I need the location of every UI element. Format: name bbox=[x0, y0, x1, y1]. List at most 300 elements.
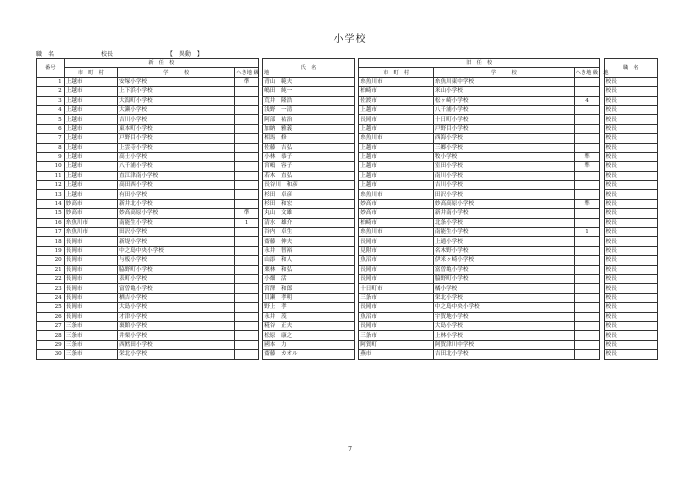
row-number: 20 bbox=[37, 256, 65, 265]
new-school-cell: 大島小学校 bbox=[118, 303, 235, 312]
new-school-cell: 脇野町小学校 bbox=[118, 265, 235, 274]
position-cell: 校長 bbox=[604, 96, 657, 105]
table-row bbox=[37, 199, 658, 208]
row-number: 19 bbox=[37, 246, 65, 255]
old-city-cell: 長岡市 bbox=[359, 321, 434, 330]
page-title: 小学校 bbox=[333, 34, 367, 45]
new-city-cell: 長岡市 bbox=[64, 284, 117, 293]
name-cell: 小畑 活 bbox=[263, 274, 355, 283]
transfer-table bbox=[36, 58, 658, 360]
new-school-cell: 吉川小学校 bbox=[118, 115, 235, 124]
old-city-cell: 上越市 bbox=[359, 171, 434, 180]
name-cell: 小林 恭子 bbox=[263, 152, 355, 161]
header-old-remote: へき地 級 地 bbox=[575, 69, 609, 76]
table-row bbox=[37, 321, 658, 330]
name-cell: 丸山 文雄 bbox=[263, 209, 355, 218]
new-remote-cell bbox=[235, 303, 259, 312]
old-school-cell: 栄北小学校 bbox=[433, 293, 574, 302]
header-old-school: 学 校 bbox=[433, 68, 574, 77]
row-number: 9 bbox=[37, 152, 65, 161]
table-row bbox=[37, 218, 658, 227]
name-cell: 青山 範夫 bbox=[263, 77, 355, 86]
new-school-cell: 大潟町小学校 bbox=[118, 96, 235, 105]
old-remote-cell bbox=[574, 77, 600, 86]
old-remote-cell bbox=[574, 124, 600, 133]
old-city-cell: 長岡市 bbox=[359, 237, 434, 246]
new-school-cell: 新井北小学校 bbox=[118, 199, 235, 208]
row-number: 23 bbox=[37, 284, 65, 293]
position-cell: 校長 bbox=[604, 115, 657, 124]
old-school-cell: 名木野小学校 bbox=[433, 246, 574, 255]
old-school-cell: 室田小学校 bbox=[433, 162, 574, 171]
new-city-cell: 三条市 bbox=[64, 331, 117, 340]
name-cell: 嶋田 純一 bbox=[263, 87, 355, 96]
position-value: 校長 bbox=[100, 51, 113, 58]
row-number: 13 bbox=[37, 190, 65, 199]
old-school-cell: 八千浦小学校 bbox=[433, 105, 574, 114]
new-remote-cell bbox=[235, 134, 259, 143]
transfer-kind: 【 異動 】 bbox=[166, 51, 203, 58]
row-number: 18 bbox=[37, 237, 65, 246]
row-number: 4 bbox=[37, 105, 65, 114]
position-cell: 校長 bbox=[604, 124, 657, 133]
row-number: 7 bbox=[37, 134, 65, 143]
position-cell: 校長 bbox=[604, 246, 657, 255]
old-remote-cell: 準 bbox=[574, 152, 600, 161]
row-number: 10 bbox=[37, 162, 65, 171]
new-city-cell: 上越市 bbox=[64, 124, 117, 133]
name-cell: 若木 直弘 bbox=[263, 171, 355, 180]
old-school-cell: 吉田北小学校 bbox=[433, 350, 574, 359]
table-row bbox=[37, 96, 658, 105]
row-number: 26 bbox=[37, 312, 65, 321]
name-cell: 國本 力 bbox=[263, 340, 355, 349]
new-school-cell: 有田小学校 bbox=[118, 190, 235, 199]
position-cell: 校長 bbox=[604, 256, 657, 265]
header-no: 番号 bbox=[37, 59, 65, 78]
new-school-cell: 高士小学校 bbox=[118, 152, 235, 161]
new-city-cell: 三条市 bbox=[64, 340, 117, 349]
position-cell: 校長 bbox=[604, 340, 657, 349]
old-school-cell: 新井南小学校 bbox=[433, 209, 574, 218]
table-row bbox=[37, 162, 658, 171]
old-city-cell: 長岡市 bbox=[359, 303, 434, 312]
table-row bbox=[37, 143, 658, 152]
old-city-cell: 妙高市 bbox=[359, 199, 434, 208]
name-cell: 谷内 卓生 bbox=[263, 228, 355, 237]
new-city-cell: 上越市 bbox=[64, 143, 117, 152]
position-cell: 校長 bbox=[604, 105, 657, 114]
new-city-cell: 三条市 bbox=[64, 350, 117, 359]
header-old-group: 旧 任 校 bbox=[359, 59, 600, 68]
old-remote-cell: 準 bbox=[574, 199, 600, 208]
table-body bbox=[37, 77, 658, 359]
row-number: 12 bbox=[37, 181, 65, 190]
old-city-cell: 魚沼市 bbox=[359, 256, 434, 265]
old-remote-cell bbox=[574, 274, 600, 283]
old-school-cell: 伊米ヶ崎小学校 bbox=[433, 256, 574, 265]
position-cell: 校長 bbox=[604, 284, 657, 293]
old-remote-cell bbox=[574, 218, 600, 227]
row-number: 14 bbox=[37, 199, 65, 208]
new-school-cell: 新堤小学校 bbox=[118, 237, 235, 246]
new-city-cell: 長岡市 bbox=[64, 256, 117, 265]
old-city-cell: 佐渡市 bbox=[359, 96, 434, 105]
position-cell: 校長 bbox=[604, 350, 657, 359]
new-school-cell: 上下浜小学校 bbox=[118, 87, 235, 96]
old-city-cell: 上越市 bbox=[359, 162, 434, 171]
header-new-city: 市 町 村 bbox=[64, 68, 117, 77]
table-row bbox=[37, 331, 658, 340]
old-remote-cell: 4 bbox=[574, 96, 600, 105]
header-new-group: 新 任 校 bbox=[64, 59, 258, 68]
new-remote-cell bbox=[235, 312, 259, 321]
row-number: 6 bbox=[37, 124, 65, 133]
row-number: 5 bbox=[37, 115, 65, 124]
table-row bbox=[37, 87, 658, 96]
new-remote-cell bbox=[235, 331, 259, 340]
old-remote-cell bbox=[574, 105, 600, 114]
old-city-cell: 柏崎市 bbox=[359, 87, 434, 96]
name-cell: 阿部 祐治 bbox=[263, 115, 355, 124]
header-new-remote: へき地 級 地 bbox=[236, 69, 270, 76]
new-city-cell: 上越市 bbox=[64, 134, 117, 143]
new-remote-cell bbox=[235, 321, 259, 330]
position-cell: 校長 bbox=[604, 321, 657, 330]
old-city-cell: 見附市 bbox=[359, 246, 434, 255]
new-city-cell: 妙高市 bbox=[64, 209, 117, 218]
old-school-cell: 大島小学校 bbox=[433, 321, 574, 330]
new-city-cell: 糸魚川市 bbox=[64, 218, 117, 227]
old-city-cell: 阿賀町 bbox=[359, 340, 434, 349]
old-school-cell: 牧小学校 bbox=[433, 152, 574, 161]
name-cell: 杉田 卓彦 bbox=[263, 190, 355, 199]
table-header bbox=[37, 59, 658, 78]
new-school-cell: 井栗小学校 bbox=[118, 331, 235, 340]
name-cell: 宮澤 和郎 bbox=[263, 284, 355, 293]
old-school-cell: 宇賀地小学校 bbox=[433, 312, 574, 321]
old-remote-cell bbox=[574, 284, 600, 293]
old-remote-cell bbox=[574, 134, 600, 143]
new-city-cell: 長岡市 bbox=[64, 303, 117, 312]
page-number: 7 bbox=[348, 446, 352, 453]
header-new-school: 学 校 bbox=[118, 68, 235, 77]
table-row bbox=[37, 124, 658, 133]
old-remote-cell bbox=[574, 331, 600, 340]
new-remote-cell bbox=[235, 284, 259, 293]
new-city-cell: 糸魚川市 bbox=[64, 228, 117, 237]
new-school-cell: 東本町小学校 bbox=[118, 124, 235, 133]
new-school-cell: 上雲寺小学校 bbox=[118, 143, 235, 152]
new-city-cell: 上越市 bbox=[64, 115, 117, 124]
old-city-cell: 糸魚川市 bbox=[359, 77, 434, 86]
new-remote-cell: 準 bbox=[235, 209, 259, 218]
old-city-cell: 糸魚川市 bbox=[359, 190, 434, 199]
table-row bbox=[37, 105, 658, 114]
new-remote-cell bbox=[235, 181, 259, 190]
old-remote-cell bbox=[574, 321, 600, 330]
table-row bbox=[37, 303, 658, 312]
old-remote-cell bbox=[574, 209, 600, 218]
name-cell: 野上 孝 bbox=[263, 303, 355, 312]
new-remote-cell bbox=[235, 246, 259, 255]
old-remote-cell: 準 bbox=[574, 162, 600, 171]
new-city-cell: 長岡市 bbox=[64, 237, 117, 246]
old-remote-cell bbox=[574, 246, 600, 255]
row-number: 8 bbox=[37, 143, 65, 152]
position-cell: 校長 bbox=[604, 181, 657, 190]
old-school-cell: 阿賀津川中学校 bbox=[433, 340, 574, 349]
old-remote-cell bbox=[574, 143, 600, 152]
row-number: 28 bbox=[37, 331, 65, 340]
position-cell: 校長 bbox=[604, 312, 657, 321]
old-school-cell: 上林小学校 bbox=[433, 331, 574, 340]
row-number: 1 bbox=[37, 77, 65, 86]
row-number: 30 bbox=[37, 350, 65, 359]
old-school-cell: 糸魚川東中学校 bbox=[433, 77, 574, 86]
old-school-cell: 十日町小学校 bbox=[433, 115, 574, 124]
new-school-cell: 中之島中央小学校 bbox=[118, 246, 235, 255]
new-remote-cell bbox=[235, 143, 259, 152]
old-school-cell: 脇野町小学校 bbox=[433, 274, 574, 283]
name-cell: 山添 和人 bbox=[263, 256, 355, 265]
new-school-cell: 田沢小学校 bbox=[118, 228, 235, 237]
new-city-cell: 上越市 bbox=[64, 162, 117, 171]
old-remote-cell bbox=[574, 256, 600, 265]
new-remote-cell bbox=[235, 274, 259, 283]
old-remote-cell bbox=[574, 115, 600, 124]
old-city-cell: 糸魚川市 bbox=[359, 228, 434, 237]
old-city-cell: 妙高市 bbox=[359, 209, 434, 218]
old-school-cell: 吉川小学校 bbox=[433, 181, 574, 190]
old-city-cell: 上越市 bbox=[359, 181, 434, 190]
position-cell: 校長 bbox=[604, 274, 657, 283]
position-cell: 校長 bbox=[604, 77, 657, 86]
new-school-cell: 栖吉小学校 bbox=[118, 293, 235, 302]
table-row bbox=[37, 115, 658, 124]
position-cell: 校長 bbox=[604, 228, 657, 237]
new-school-cell: 大瀬小学校 bbox=[118, 105, 235, 114]
position-cell: 校長 bbox=[604, 209, 657, 218]
name-cell: 永井 智裕 bbox=[263, 246, 355, 255]
name-cell: 貝瀬 孝明 bbox=[263, 293, 355, 302]
table-row bbox=[37, 190, 658, 199]
subheader bbox=[36, 49, 203, 58]
header-name: 氏 名 bbox=[263, 59, 355, 78]
old-remote-cell bbox=[574, 312, 600, 321]
old-remote-cell bbox=[574, 237, 600, 246]
new-school-cell: 戸野目小学校 bbox=[118, 134, 235, 143]
row-number: 15 bbox=[37, 209, 65, 218]
old-city-cell: 三条市 bbox=[359, 331, 434, 340]
new-city-cell: 長岡市 bbox=[64, 274, 117, 283]
new-city-cell: 三条市 bbox=[64, 321, 117, 330]
old-school-cell: 西海小学校 bbox=[433, 134, 574, 143]
old-school-cell: 米山小学校 bbox=[433, 87, 574, 96]
new-city-cell: 上越市 bbox=[64, 190, 117, 199]
table-row bbox=[37, 152, 658, 161]
name-cell: 齋藤 カオル bbox=[263, 350, 355, 359]
row-number: 21 bbox=[37, 265, 65, 274]
table-row bbox=[37, 293, 658, 302]
new-city-cell: 長岡市 bbox=[64, 265, 117, 274]
table-row bbox=[37, 274, 658, 283]
name-cell: 栗林 和弘 bbox=[263, 265, 355, 274]
table-row bbox=[37, 312, 658, 321]
old-city-cell: 三条市 bbox=[359, 293, 434, 302]
old-school-cell: 中之島中央小学校 bbox=[433, 303, 574, 312]
old-remote-cell bbox=[574, 340, 600, 349]
old-city-cell: 上越市 bbox=[359, 105, 434, 114]
old-school-cell: 妙高高原小学校 bbox=[433, 199, 574, 208]
old-remote-cell bbox=[574, 350, 600, 359]
old-city-cell: 燕市 bbox=[359, 350, 434, 359]
new-city-cell: 妙高市 bbox=[64, 199, 117, 208]
new-remote-cell bbox=[235, 105, 259, 114]
old-city-cell: 長岡市 bbox=[359, 265, 434, 274]
old-city-cell: 上越市 bbox=[359, 143, 434, 152]
old-city-cell: 長岡市 bbox=[359, 115, 434, 124]
table-row bbox=[37, 77, 658, 86]
name-cell: 浅野 一清 bbox=[263, 105, 355, 114]
new-city-cell: 長岡市 bbox=[64, 312, 117, 321]
name-cell: 清水 雄介 bbox=[263, 218, 355, 227]
table-row bbox=[37, 181, 658, 190]
position-cell: 校長 bbox=[604, 331, 657, 340]
old-school-cell: 田沢小学校 bbox=[433, 190, 574, 199]
new-remote-cell bbox=[235, 171, 259, 180]
new-school-cell: 直江津南小学校 bbox=[118, 171, 235, 180]
position-cell: 校長 bbox=[604, 152, 657, 161]
name-cell: 糀谷 正夫 bbox=[263, 321, 355, 330]
new-city-cell: 上越市 bbox=[64, 171, 117, 180]
table-row bbox=[37, 284, 658, 293]
position-cell: 校長 bbox=[604, 87, 657, 96]
new-school-cell: 与板小学校 bbox=[118, 256, 235, 265]
position-cell: 校長 bbox=[604, 237, 657, 246]
position-cell: 校長 bbox=[604, 190, 657, 199]
new-school-cell: 才津小学校 bbox=[118, 312, 235, 321]
new-remote-cell bbox=[235, 340, 259, 349]
old-school-cell: 橘小学校 bbox=[433, 284, 574, 293]
new-remote-cell: 準 bbox=[235, 77, 259, 86]
position-cell: 校長 bbox=[604, 171, 657, 180]
new-remote-cell bbox=[235, 115, 259, 124]
old-remote-cell bbox=[574, 190, 600, 199]
old-remote-cell bbox=[574, 303, 600, 312]
table-row bbox=[37, 134, 658, 143]
row-number: 16 bbox=[37, 218, 65, 227]
old-school-cell: 南川小学校 bbox=[433, 171, 574, 180]
old-school-cell: 北条小学校 bbox=[433, 218, 574, 227]
position-cell: 校長 bbox=[604, 162, 657, 171]
name-cell: 永井 茂 bbox=[263, 312, 355, 321]
old-school-cell: 戸野目小学校 bbox=[433, 124, 574, 133]
position-cell: 校長 bbox=[604, 218, 657, 227]
old-remote-cell bbox=[574, 181, 600, 190]
new-city-cell: 上越市 bbox=[64, 96, 117, 105]
new-city-cell: 長岡市 bbox=[64, 246, 117, 255]
old-city-cell: 十日町市 bbox=[359, 284, 434, 293]
new-school-cell: 栄北小学校 bbox=[118, 350, 235, 359]
new-remote-cell: 1 bbox=[235, 218, 259, 227]
old-remote-cell bbox=[574, 87, 600, 96]
name-cell: 荒井 隆浩 bbox=[263, 96, 355, 105]
name-cell: 齋藤 伸夫 bbox=[263, 237, 355, 246]
new-city-cell: 上越市 bbox=[64, 87, 117, 96]
name-cell: 宮嶋 容子 bbox=[263, 162, 355, 171]
old-remote-cell bbox=[574, 171, 600, 180]
new-city-cell: 上越市 bbox=[64, 105, 117, 114]
new-remote-cell bbox=[235, 199, 259, 208]
old-remote-cell bbox=[574, 265, 600, 274]
name-cell: 松原 康之 bbox=[263, 331, 355, 340]
new-school-cell: 高田西小学校 bbox=[118, 181, 235, 190]
new-remote-cell bbox=[235, 124, 259, 133]
new-remote-cell bbox=[235, 265, 259, 274]
position-cell: 校長 bbox=[604, 199, 657, 208]
position-cell: 校長 bbox=[604, 293, 657, 302]
old-school-cell: 富曽亀小学校 bbox=[433, 265, 574, 274]
name-cell: 長谷川 和彦 bbox=[263, 181, 355, 190]
old-remote-cell bbox=[574, 293, 600, 302]
name-cell: 相馬 修 bbox=[263, 134, 355, 143]
row-number: 29 bbox=[37, 340, 65, 349]
row-number: 11 bbox=[37, 171, 65, 180]
old-remote-cell: 1 bbox=[574, 228, 600, 237]
row-number: 22 bbox=[37, 274, 65, 283]
new-school-cell: 安塚小学校 bbox=[118, 77, 235, 86]
position-cell: 校長 bbox=[604, 134, 657, 143]
new-school-cell: 妙高高原小学校 bbox=[118, 209, 235, 218]
new-remote-cell bbox=[235, 350, 259, 359]
header-old-city: 市 町 村 bbox=[359, 68, 434, 77]
new-school-cell: 八千浦小学校 bbox=[118, 162, 235, 171]
table-row bbox=[37, 237, 658, 246]
table-row bbox=[37, 209, 658, 218]
new-remote-cell bbox=[235, 237, 259, 246]
row-number: 2 bbox=[37, 87, 65, 96]
new-school-cell: 裏館小学校 bbox=[118, 321, 235, 330]
new-remote-cell bbox=[235, 96, 259, 105]
old-city-cell: 上越市 bbox=[359, 124, 434, 133]
name-cell: 杉田 和宏 bbox=[263, 199, 355, 208]
new-remote-cell bbox=[235, 162, 259, 171]
old-city-cell: 魚沼市 bbox=[359, 312, 434, 321]
old-school-cell: 南能生小学校 bbox=[433, 228, 574, 237]
table-row bbox=[37, 228, 658, 237]
header-position: 職 名 bbox=[604, 59, 657, 78]
new-school-cell: 南能生小学校 bbox=[118, 218, 235, 227]
new-city-cell: 長岡市 bbox=[64, 293, 117, 302]
position-cell: 校長 bbox=[604, 265, 657, 274]
new-school-cell: 表町小学校 bbox=[118, 274, 235, 283]
old-school-cell: 松ヶ崎小学校 bbox=[433, 96, 574, 105]
new-remote-cell bbox=[235, 190, 259, 199]
row-number: 3 bbox=[37, 96, 65, 105]
old-school-cell: 上通小学校 bbox=[433, 237, 574, 246]
table-row bbox=[37, 265, 658, 274]
old-school-cell: 三郷小学校 bbox=[433, 143, 574, 152]
row-number: 24 bbox=[37, 293, 65, 302]
table-row bbox=[37, 350, 658, 359]
new-remote-cell bbox=[235, 293, 259, 302]
old-city-cell: 糸魚川市 bbox=[359, 134, 434, 143]
new-school-cell: 富曽亀小学校 bbox=[118, 284, 235, 293]
table-row bbox=[37, 246, 658, 255]
new-city-cell: 上越市 bbox=[64, 77, 117, 86]
row-number: 17 bbox=[37, 228, 65, 237]
